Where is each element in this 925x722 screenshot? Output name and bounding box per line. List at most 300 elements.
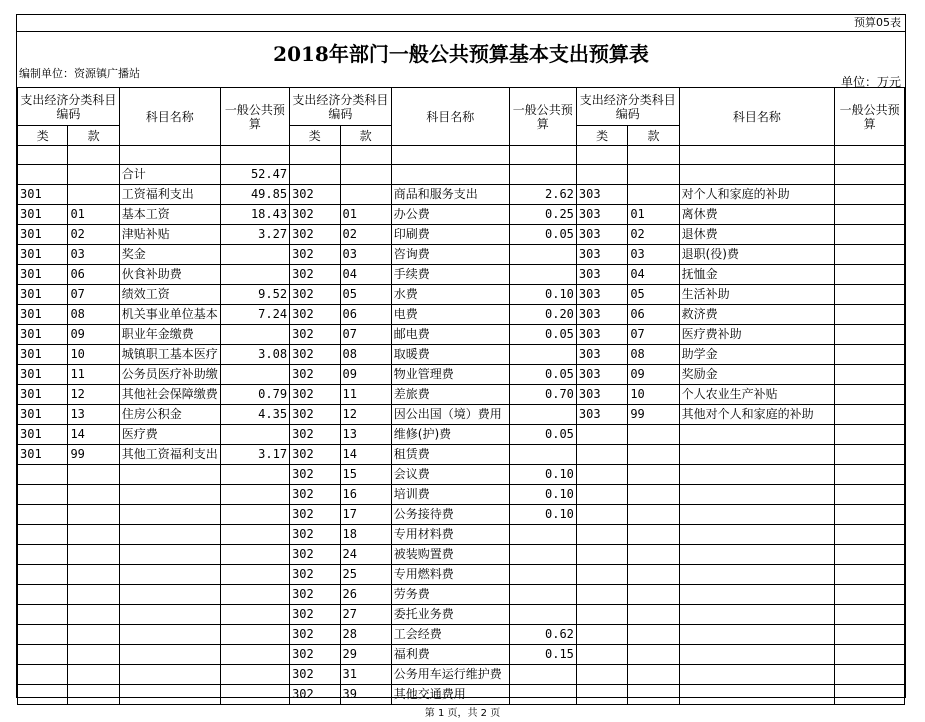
- kuan-code-cell: 14: [340, 445, 391, 465]
- unit-label: 单位：万元: [840, 75, 901, 89]
- amount-cell: [835, 365, 905, 385]
- spacer-cell: [679, 146, 835, 165]
- item-name-cell: 印刷费: [391, 225, 509, 245]
- lei-code-cell: 303: [576, 305, 627, 325]
- item-name-cell: [119, 485, 220, 505]
- amount-cell: [509, 585, 576, 605]
- kuan-code-cell: 03: [340, 245, 391, 265]
- kuan-code-cell: [68, 565, 119, 585]
- header-lei-1: 类: [18, 126, 68, 146]
- amount-cell: [220, 585, 289, 605]
- amount-cell: 0.05: [509, 325, 576, 345]
- kuan-code-cell: [68, 685, 119, 705]
- lei-code-cell: 301: [18, 305, 68, 325]
- amount-cell: 52.47: [220, 165, 289, 185]
- lei-code-cell: [18, 525, 68, 545]
- kuan-code-cell: 18: [340, 525, 391, 545]
- table-row: [18, 545, 905, 565]
- kuan-code-cell: [68, 605, 119, 625]
- item-name-cell: 助学金: [679, 345, 835, 365]
- item-name-cell: 差旅费: [391, 385, 509, 405]
- kuan-code-cell: [628, 685, 679, 705]
- item-name-cell: [679, 465, 835, 485]
- item-name-cell: [679, 425, 835, 445]
- lei-code-cell: 302: [290, 485, 340, 505]
- kuan-code-cell: 14: [68, 425, 119, 445]
- kuan-code-cell: 13: [68, 405, 119, 425]
- lei-code-cell: 302: [290, 205, 340, 225]
- item-name-cell: [119, 665, 220, 685]
- table-body: [18, 165, 905, 705]
- lei-code-cell: 303: [576, 365, 627, 385]
- spacer-cell: [576, 146, 627, 165]
- amount-cell: [220, 525, 289, 545]
- item-name-cell: 工会经费: [391, 625, 509, 645]
- table-row: [18, 265, 905, 285]
- amount-cell: [835, 565, 905, 585]
- amount-cell: [220, 465, 289, 485]
- table-row: [18, 345, 905, 365]
- amount-cell: [835, 505, 905, 525]
- lei-code-cell: 303: [576, 245, 627, 265]
- kuan-code-cell: 12: [340, 405, 391, 425]
- item-name-cell: [679, 625, 835, 645]
- table-row: [18, 445, 905, 465]
- amount-cell: 3.27: [220, 225, 289, 245]
- spacer-cell: [509, 146, 576, 165]
- amount-cell: [220, 325, 289, 345]
- amount-cell: [509, 525, 576, 545]
- kuan-code-cell: [628, 665, 679, 685]
- item-name-cell: 会议费: [391, 465, 509, 485]
- kuan-code-cell: [628, 585, 679, 605]
- item-name-cell: 商品和服务支出: [391, 185, 509, 205]
- item-name-cell: 合计: [119, 165, 220, 185]
- item-name-cell: [679, 505, 835, 525]
- header-name-3: 科目名称: [679, 88, 835, 146]
- budget-sheet: [16, 14, 906, 702]
- lei-code-cell: [576, 485, 627, 505]
- kuan-code-cell: 12: [68, 385, 119, 405]
- table-row: [18, 285, 905, 305]
- spacer-cell: [68, 146, 119, 165]
- item-name-cell: [679, 165, 835, 185]
- lei-code-cell: 301: [18, 405, 68, 425]
- amount-cell: [835, 305, 905, 325]
- amount-cell: [835, 185, 905, 205]
- budget-table: [17, 87, 905, 705]
- kuan-code-cell: 02: [628, 225, 679, 245]
- amount-cell: 9.52: [220, 285, 289, 305]
- item-name-cell: 医疗费: [119, 425, 220, 445]
- kuan-code-cell: 99: [628, 405, 679, 425]
- lei-code-cell: 301: [18, 185, 68, 205]
- item-name-cell: 咨询费: [391, 245, 509, 265]
- kuan-code-cell: 01: [628, 205, 679, 225]
- kuan-code-cell: [68, 585, 119, 605]
- table-row: [18, 585, 905, 605]
- kuan-code-cell: [628, 445, 679, 465]
- amount-cell: [835, 625, 905, 645]
- kuan-code-cell: 04: [340, 265, 391, 285]
- spacer-cell: [628, 146, 679, 165]
- amount-cell: [220, 485, 289, 505]
- item-name-cell: 劳务费: [391, 585, 509, 605]
- kuan-code-cell: 09: [68, 325, 119, 345]
- item-name-cell: [679, 485, 835, 505]
- spacer-cell: [290, 146, 340, 165]
- amount-cell: [835, 645, 905, 665]
- kuan-code-cell: 10: [68, 345, 119, 365]
- kuan-code-cell: 11: [340, 385, 391, 405]
- amount-cell: 0.10: [509, 505, 576, 525]
- lei-code-cell: [18, 485, 68, 505]
- kuan-code-cell: [628, 165, 679, 185]
- lei-code-cell: 302: [290, 285, 340, 305]
- item-name-cell: [119, 525, 220, 545]
- table-row: [18, 605, 905, 625]
- item-name-cell: [119, 685, 220, 705]
- lei-code-cell: 303: [576, 285, 627, 305]
- amount-cell: [220, 265, 289, 285]
- amount-cell: [835, 465, 905, 485]
- item-name-cell: 公务员医疗补助缴: [119, 365, 220, 385]
- amount-cell: [509, 345, 576, 365]
- lei-code-cell: 302: [290, 465, 340, 485]
- amount-cell: [835, 205, 905, 225]
- lei-code-cell: 302: [290, 225, 340, 245]
- amount-cell: [835, 485, 905, 505]
- kuan-code-cell: [68, 165, 119, 185]
- kuan-code-cell: 27: [340, 605, 391, 625]
- lei-code-cell: 302: [290, 405, 340, 425]
- table-row: [18, 325, 905, 345]
- amount-cell: [835, 325, 905, 345]
- form-tag: 预算05表: [854, 16, 901, 29]
- item-name-cell: 生活补助: [679, 285, 835, 305]
- item-name-cell: [391, 165, 509, 185]
- table-row: [18, 245, 905, 265]
- lei-code-cell: 303: [576, 205, 627, 225]
- header-amount-1: 一般公共预算: [220, 88, 289, 146]
- amount-cell: [835, 285, 905, 305]
- item-name-cell: [679, 605, 835, 625]
- table-row: [18, 185, 905, 205]
- lei-code-cell: 303: [576, 405, 627, 425]
- amount-cell: [220, 425, 289, 445]
- table-row: [18, 405, 905, 425]
- item-name-cell: [679, 445, 835, 465]
- amount-cell: [220, 545, 289, 565]
- amount-cell: 0.62: [509, 625, 576, 645]
- table-row: [18, 305, 905, 325]
- kuan-code-cell: 31: [340, 665, 391, 685]
- item-name-cell: 培训费: [391, 485, 509, 505]
- amount-cell: [835, 225, 905, 245]
- kuan-code-cell: [628, 625, 679, 645]
- lei-code-cell: [576, 625, 627, 645]
- lei-code-cell: 302: [290, 625, 340, 645]
- item-name-cell: 其他工资福利支出: [119, 445, 220, 465]
- lei-code-cell: 301: [18, 365, 68, 385]
- amount-cell: 4.35: [220, 405, 289, 425]
- lei-code-cell: 302: [290, 245, 340, 265]
- table-row: [18, 205, 905, 225]
- amount-cell: 0.15: [509, 645, 576, 665]
- amount-cell: 49.85: [220, 185, 289, 205]
- kuan-code-cell: 10: [628, 385, 679, 405]
- kuan-code-cell: 15: [340, 465, 391, 485]
- amount-cell: [835, 605, 905, 625]
- lei-code-cell: [18, 605, 68, 625]
- item-name-cell: 公务接待费: [391, 505, 509, 525]
- amount-cell: [509, 545, 576, 565]
- lei-code-cell: 302: [290, 185, 340, 205]
- item-name-cell: 基本工资: [119, 205, 220, 225]
- kuan-code-cell: 08: [68, 305, 119, 325]
- amount-cell: [835, 165, 905, 185]
- amount-cell: [835, 545, 905, 565]
- kuan-code-cell: 07: [628, 325, 679, 345]
- kuan-code-cell: 06: [628, 305, 679, 325]
- table-row: [18, 645, 905, 665]
- lei-code-cell: 302: [290, 505, 340, 525]
- lei-code-cell: 302: [290, 445, 340, 465]
- kuan-code-cell: [628, 185, 679, 205]
- amount-cell: [220, 625, 289, 645]
- item-name-cell: [119, 465, 220, 485]
- spacer-cell: [340, 146, 391, 165]
- lei-code-cell: 303: [576, 385, 627, 405]
- item-name-cell: [679, 685, 835, 705]
- kuan-code-cell: [68, 665, 119, 685]
- kuan-code-cell: 01: [340, 205, 391, 225]
- amount-cell: 0.10: [509, 465, 576, 485]
- kuan-code-cell: 02: [340, 225, 391, 245]
- kuan-code-cell: 25: [340, 565, 391, 585]
- lei-code-cell: [576, 445, 627, 465]
- amount-cell: [835, 345, 905, 365]
- item-name-cell: [119, 585, 220, 605]
- kuan-code-cell: 01: [68, 205, 119, 225]
- kuan-code-cell: 06: [340, 305, 391, 325]
- lei-code-cell: 301: [18, 265, 68, 285]
- header-name-2: 科目名称: [391, 88, 509, 146]
- amount-cell: 3.17: [220, 445, 289, 465]
- kuan-code-cell: 17: [340, 505, 391, 525]
- table-row: [18, 425, 905, 445]
- lei-code-cell: 302: [290, 265, 340, 285]
- lei-code-cell: [576, 605, 627, 625]
- amount-cell: [509, 245, 576, 265]
- lei-code-cell: [576, 425, 627, 445]
- item-name-cell: 专用燃料费: [391, 565, 509, 585]
- item-name-cell: 维修(护)费: [391, 425, 509, 445]
- kuan-code-cell: 08: [340, 345, 391, 365]
- lei-code-cell: 302: [290, 385, 340, 405]
- amount-cell: [220, 605, 289, 625]
- header-kuan-1: 款: [68, 126, 119, 146]
- amount-cell: [220, 365, 289, 385]
- lei-code-cell: [18, 665, 68, 685]
- amount-cell: [220, 645, 289, 665]
- spacer-cell: [220, 146, 289, 165]
- amount-cell: 2.62: [509, 185, 576, 205]
- item-name-cell: 取暖费: [391, 345, 509, 365]
- kuan-code-cell: [340, 165, 391, 185]
- spacer-cell: [835, 146, 905, 165]
- kuan-code-cell: [68, 545, 119, 565]
- lei-code-cell: [18, 585, 68, 605]
- lei-code-cell: 302: [290, 585, 340, 605]
- lei-code-cell: 303: [576, 225, 627, 245]
- item-name-cell: 其他对个人和家庭的补助: [679, 405, 835, 425]
- header-amount-2: 一般公共预算: [509, 88, 576, 146]
- header-lei-2: 类: [290, 126, 340, 146]
- amount-cell: 18.43: [220, 205, 289, 225]
- item-name-cell: 离休费: [679, 205, 835, 225]
- lei-code-cell: [576, 565, 627, 585]
- item-name-cell: 委托业务费: [391, 605, 509, 625]
- kuan-code-cell: 09: [628, 365, 679, 385]
- lei-code-cell: 302: [290, 565, 340, 585]
- amount-cell: [509, 445, 576, 465]
- amount-cell: [509, 665, 576, 685]
- amount-cell: 0.25: [509, 205, 576, 225]
- item-name-cell: [119, 545, 220, 565]
- lei-code-cell: [290, 165, 340, 185]
- item-name-cell: 手续费: [391, 265, 509, 285]
- table-row: [18, 685, 905, 705]
- item-name-cell: 伙食补助费: [119, 265, 220, 285]
- lei-code-cell: 303: [576, 265, 627, 285]
- kuan-code-cell: 07: [340, 325, 391, 345]
- lei-code-cell: [576, 585, 627, 605]
- lei-code-cell: 302: [290, 545, 340, 565]
- item-name-cell: [679, 665, 835, 685]
- amount-cell: [835, 405, 905, 425]
- spacer-cell: [119, 146, 220, 165]
- item-name-cell: [679, 565, 835, 585]
- amount-cell: 7.24: [220, 305, 289, 325]
- amount-cell: [220, 245, 289, 265]
- kuan-code-cell: [628, 525, 679, 545]
- header-econ-1: 支出经济分类科目编码: [18, 88, 120, 126]
- item-name-cell: 城镇职工基本医疗: [119, 345, 220, 365]
- kuan-code-cell: 24: [340, 545, 391, 565]
- amount-cell: [509, 405, 576, 425]
- item-name-cell: 邮电费: [391, 325, 509, 345]
- item-name-cell: 电费: [391, 305, 509, 325]
- item-name-cell: 个人农业生产补贴: [679, 385, 835, 405]
- item-name-cell: 机关事业单位基本: [119, 305, 220, 325]
- item-name-cell: 专用材料费: [391, 525, 509, 545]
- title-row: [17, 31, 905, 76]
- header-econ-2: 支出经济分类科目编码: [290, 88, 392, 126]
- kuan-code-cell: 11: [68, 365, 119, 385]
- kuan-code-cell: [68, 525, 119, 545]
- amount-cell: [509, 685, 576, 705]
- amount-cell: 0.10: [509, 285, 576, 305]
- page-footer: 第 1 页，共 2 页: [424, 708, 501, 719]
- item-name-cell: [679, 645, 835, 665]
- lei-code-cell: [18, 545, 68, 565]
- amount-cell: [509, 605, 576, 625]
- item-name-cell: 水费: [391, 285, 509, 305]
- kuan-code-cell: 02: [68, 225, 119, 245]
- kuan-code-cell: 28: [340, 625, 391, 645]
- lei-code-cell: 301: [18, 225, 68, 245]
- lei-code-cell: [576, 685, 627, 705]
- header-lei-3: 类: [576, 126, 627, 146]
- kuan-code-cell: [68, 645, 119, 665]
- table-row: [18, 385, 905, 405]
- kuan-code-cell: 03: [628, 245, 679, 265]
- amount-cell: 0.10: [509, 485, 576, 505]
- kuan-code-cell: 08: [628, 345, 679, 365]
- page-title: 2018年部门一般公共预算基本支出预算表: [273, 42, 649, 66]
- kuan-code-cell: [628, 645, 679, 665]
- amount-cell: 0.79: [220, 385, 289, 405]
- amount-cell: [835, 245, 905, 265]
- item-name-cell: 因公出国（境）费用: [391, 405, 509, 425]
- lei-code-cell: 302: [290, 645, 340, 665]
- amount-cell: 0.20: [509, 305, 576, 325]
- item-name-cell: 抚恤金: [679, 265, 835, 285]
- spacer-cell: [391, 146, 509, 165]
- amount-cell: [835, 585, 905, 605]
- kuan-code-cell: 05: [340, 285, 391, 305]
- item-name-cell: 绩效工资: [119, 285, 220, 305]
- amount-cell: [509, 565, 576, 585]
- kuan-code-cell: [68, 185, 119, 205]
- item-name-cell: 被装购置费: [391, 545, 509, 565]
- lei-code-cell: [576, 465, 627, 485]
- lei-code-cell: [18, 645, 68, 665]
- table-row: [18, 665, 905, 685]
- amount-cell: [835, 665, 905, 685]
- lei-code-cell: 303: [576, 345, 627, 365]
- lei-code-cell: 302: [290, 525, 340, 545]
- kuan-code-cell: [628, 425, 679, 445]
- lei-code-cell: 301: [18, 205, 68, 225]
- item-name-cell: 其他社会保障缴费: [119, 385, 220, 405]
- lei-code-cell: [18, 625, 68, 645]
- item-name-cell: 奖金: [119, 245, 220, 265]
- lei-code-cell: 301: [18, 345, 68, 365]
- kuan-code-cell: 09: [340, 365, 391, 385]
- table-row: [18, 505, 905, 525]
- kuan-code-cell: [68, 465, 119, 485]
- lei-code-cell: 303: [576, 185, 627, 205]
- header-name-1: 科目名称: [119, 88, 220, 146]
- item-name-cell: [679, 585, 835, 605]
- item-name-cell: 住房公积金: [119, 405, 220, 425]
- lei-code-cell: [18, 465, 68, 485]
- lei-code-cell: 302: [290, 665, 340, 685]
- kuan-code-cell: [628, 485, 679, 505]
- item-name-cell: 医疗费补助: [679, 325, 835, 345]
- table-row: [18, 365, 905, 385]
- item-name-cell: 奖励金: [679, 365, 835, 385]
- amount-cell: 0.70: [509, 385, 576, 405]
- amount-cell: 0.05: [509, 225, 576, 245]
- lei-code-cell: [576, 165, 627, 185]
- amount-cell: [835, 265, 905, 285]
- amount-cell: 0.05: [509, 425, 576, 445]
- item-name-cell: [119, 625, 220, 645]
- table-row: [18, 485, 905, 505]
